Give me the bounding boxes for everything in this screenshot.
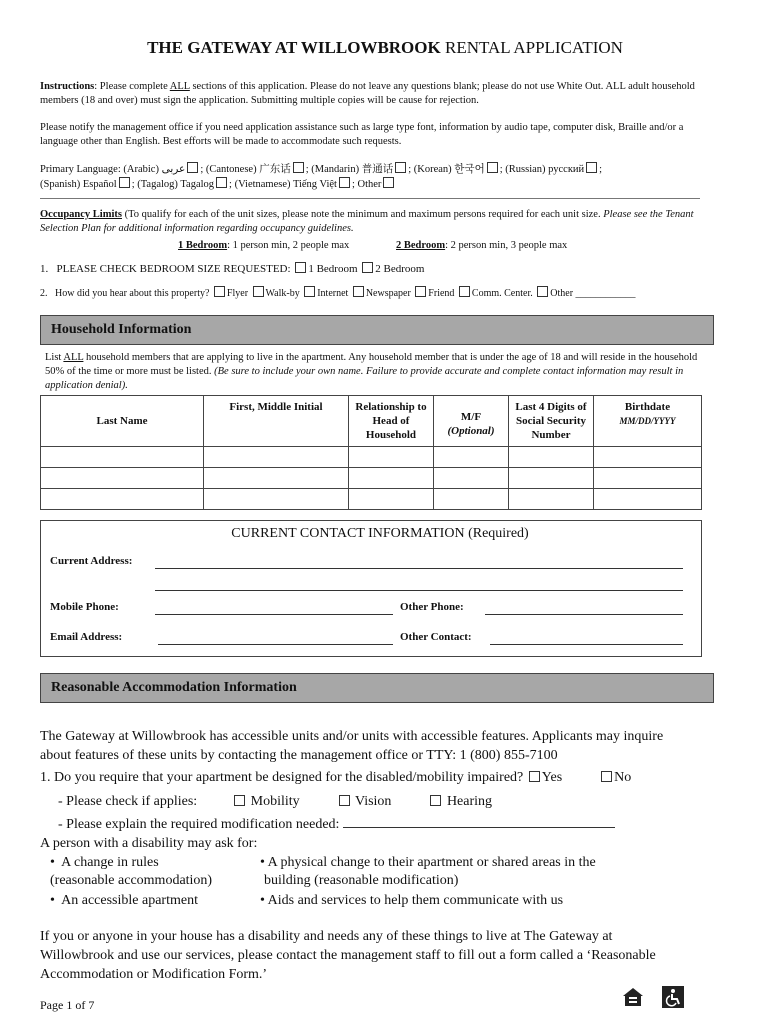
other-phone-field[interactable] — [485, 602, 683, 615]
occupancy-1br: 1 Bedroom: 1 person min, 2 people max — [178, 240, 350, 251]
household-section-header: Household Information — [40, 315, 714, 345]
language-options: Primary Language: (Arabic) عربى ; (Cantonese) 广东话 ; (Mandarin) 普通话 ; (Korean) 한국어 ; (Russian) русский ; (Spanish) Español ; (Tagalog) Tagalog ; (Vietnamese) Tiếng Việt ; Other — [40, 164, 603, 190]
col-last-name: Last Name — [41, 396, 204, 447]
assistance-note: Please notify the management office if you need application assistance such as large type font, information by audio tape, computer disk, Braille and/or a language other than English. Best efforts will be made to accommodate such requests. — [40, 122, 684, 147]
occupancy-limits: Occupancy Limits (To qualify for each of the unit sizes, please note the minimum and maximum persons required for each unit size. Please see the Tenant Selection Plan for additional information regarding occupancy guidelines. — [40, 209, 694, 234]
checkbox-walk-by[interactable] — [253, 286, 264, 297]
checkbox-mandarin[interactable] — [395, 162, 406, 173]
ask-intro: A person with a disability may ask for: — [40, 836, 258, 851]
bedroom-question: 1. PLEASE CHECK BEDROOM SIZE REQUESTED: 1 Bedroom 2 Bedroom — [40, 263, 425, 275]
accommodation-section-header: Reasonable Accommodation Information — [40, 673, 714, 703]
checkbox-vietnamese[interactable] — [339, 177, 350, 188]
checkbox-1-bedroom[interactable] — [295, 262, 306, 273]
page-title: THE GATEWAY AT WILLOWBROOK RENTAL APPLICATION — [147, 38, 623, 57]
checkbox-newspaper[interactable] — [353, 286, 364, 297]
checkbox-korean[interactable] — [487, 162, 498, 173]
bullet-aids: • Aids and services to help them communicate with us — [260, 893, 564, 908]
checkbox-flyer[interactable] — [214, 286, 225, 297]
table-row[interactable] — [41, 468, 702, 489]
mobile-phone-field[interactable] — [155, 602, 393, 615]
checkbox-other-source[interactable] — [537, 286, 548, 297]
contact-heading: CURRENT CONTACT INFORMATION (Required) — [231, 526, 529, 541]
applies-row: - Please check if applies: Mobility Vision Hearing — [58, 794, 493, 809]
checkbox-internet[interactable] — [304, 286, 315, 297]
closing-paragraph: If you or anyone in your house has a disability and needs any of these things to live at The Gateway at Willowbrook and use our services, please contact the management staff to fill out a form called a ‘Reasonable Accommodation or Modification Form.’ — [40, 929, 656, 982]
checkbox-cantonese[interactable] — [293, 162, 304, 173]
referral-question: 2. How did you hear about this property? Flyer Walk-by Internet Newspaper Friend Comm. Center. Other ____________ — [40, 288, 636, 299]
wheelchair-accessible-icon — [662, 986, 684, 1013]
other-phone-label: Other Phone: — [400, 601, 464, 613]
current-address-label: Current Address: — [50, 555, 133, 567]
checkbox-tagalog[interactable] — [216, 177, 227, 188]
instructions: Instructions: Please complete ALL sections of this application. Please do not leave any questions blank; please do not use White Out. ALL adult household members (18 and over) must sign the application. Submitting multiple copies will be cause for rejection. — [40, 81, 695, 106]
checkbox-other-language[interactable] — [383, 177, 394, 188]
page-number: Page 1 of 7 — [40, 998, 95, 1012]
checkbox-vision[interactable] — [339, 795, 350, 806]
checkbox-2-bedroom[interactable] — [362, 262, 373, 273]
checkbox-spanish[interactable] — [119, 177, 130, 188]
bullet-physical: • A physical change to their apartment or shared areas in the — [260, 855, 596, 870]
col-first-name: First, Middle Initial — [204, 396, 349, 447]
col-relationship: Relationship to Head of Household — [349, 396, 434, 447]
checkbox-friend[interactable] — [415, 286, 426, 297]
checkbox-hearing[interactable] — [430, 795, 441, 806]
col-mf: M/F (Optional) — [434, 396, 509, 447]
bullet-rules-sub: (reasonable accommodation) — [50, 873, 213, 888]
table-row[interactable] — [41, 489, 702, 510]
bullet-physical-sub: building (reasonable modification) — [264, 873, 459, 888]
accommodation-question: 1. Do you require that your apartment be designed for the disabled/mobility impaired? Yes No — [40, 770, 632, 785]
checkbox-no[interactable] — [601, 771, 612, 782]
other-contact-label: Other Contact: — [400, 631, 472, 643]
household-instructions: List ALL household members that are applying to live in the apartment. Any household member that is under the age of 18 and will reside in the household 50% of the time or more must be listed. (Be sure to include your own name. Failure to provide accurate and complete contact information may result in application denial). — [45, 352, 698, 391]
checkbox-arabic[interactable] — [187, 162, 198, 173]
occupancy-2br: 2 Bedroom: 2 person min, 3 people max — [396, 240, 568, 251]
modification-field[interactable] — [343, 813, 615, 828]
table-row[interactable] — [41, 447, 702, 468]
checkbox-russian[interactable] — [586, 162, 597, 173]
col-birthdate: Birthdate MM/DD/YYYY — [594, 396, 702, 447]
col-ssn: Last 4 Digits of Social Security Number — [509, 396, 594, 447]
divider — [40, 198, 700, 199]
mobile-phone-label: Mobile Phone: — [50, 601, 119, 613]
current-address-field-2[interactable] — [155, 578, 683, 591]
accommodation-intro: The Gateway at Willowbrook has accessible units and/or units with accessible features. Applicants may inquire about features of these units by contacting the management office or TTY: 1 (800) 855-7100 — [40, 729, 664, 763]
email-field[interactable] — [158, 632, 393, 645]
email-label: Email Address: — [50, 631, 123, 643]
household-table — [40, 395, 702, 510]
current-address-field[interactable] — [155, 556, 683, 569]
equal-housing-icon — [622, 986, 644, 1013]
explain-row: - Please explain the required modification needed: — [58, 813, 615, 834]
bullet-rules: • A change in rules — [50, 855, 159, 870]
checkbox-comm-center[interactable] — [459, 286, 470, 297]
checkbox-yes[interactable] — [529, 771, 540, 782]
bullet-apartment: • An accessible apartment — [50, 893, 198, 908]
checkbox-mobility[interactable] — [234, 795, 245, 806]
other-contact-field[interactable] — [490, 632, 683, 645]
